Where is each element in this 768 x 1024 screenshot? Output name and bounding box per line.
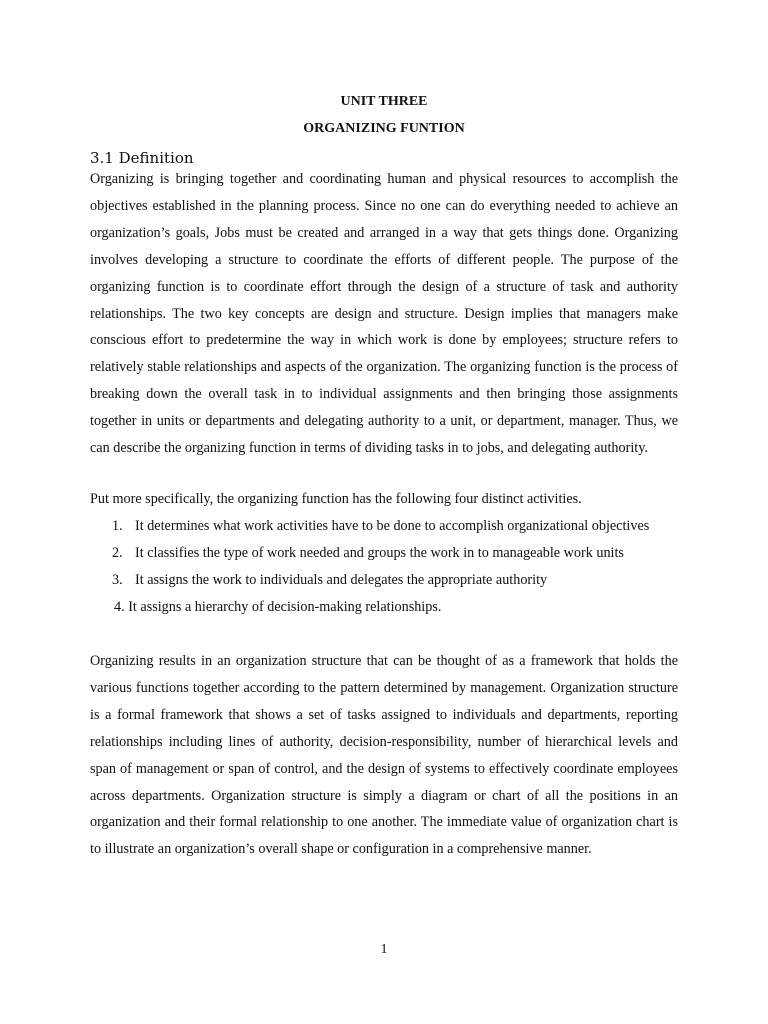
list-item — [90, 567, 678, 594]
list-item — [90, 540, 678, 567]
list-item-text: 4. It assigns a hierarchy of decision-making relationships. — [114, 598, 442, 615]
list-item — [90, 594, 678, 621]
list-item-text: It assigns the work to individuals and delegates the appropriate authority — [135, 571, 548, 588]
list-item-number: 3. — [112, 571, 123, 588]
activities-list — [90, 513, 678, 621]
activities-lead-in: Put more specifically, the organizing function has the following four distinct activities. — [90, 491, 582, 507]
definition-paragraph: Organizing is bringing together and coordinating human and physical resources to accomplish the objectives established in the planning process. Since no one can do everything needed to achieve an organization’s goals, Jobs must be created and arranged in a way that gets things done. Organizing involves developing a structure to coordinate the efforts of different people. The purpose of the organizing function is to coordinate effort through the design of a structure of task and authority relationships. The two key concepts are design and structure. Design implies that managers make conscious effort to predetermine the way in which work is done by employees; structure refers to relatively stable relationships and aspects of the organization. The organizing function is the process of breaking down the overall task in to individual assignments and then bringing those assignments together in units or departments and delegating authority to a unit, or department, manager. Thus, we can describe the organizing function in terms of dividing tasks in to jobs, and delegating authority. — [90, 171, 678, 457]
structure-paragraph: Organizing results in an organization structure that can be thought of as a framework that holds the various functions together according to the pattern determined by management. Organization structure is a formal framework that shows a set of tasks assigned to individuals and departments, reporting relationships including lines of authority, decision-responsibility, number of hierarchical levels and span of management or span of control, and the design of systems to effectively coordinate employees across departments. Organization structure is simply a diagram or chart of all the positions in an organization and their formal relationship to one another. The immediate value of organization chart is to illustrate an organization’s overall shape or configuration in a comprehensive manner. — [90, 653, 678, 858]
list-item-text: It classifies the type of work needed and groups the work in to manageable work units — [135, 544, 624, 561]
unit-title: UNIT THREE — [340, 94, 428, 109]
list-item-number: 1. — [112, 518, 123, 534]
list-item-text: It determines what work activities have to be done to accomplish organizational objectives — [135, 518, 650, 534]
page-number: 1 — [380, 942, 388, 957]
list-item — [90, 513, 678, 540]
section-heading: 3.1 Definition — [90, 149, 194, 167]
chapter-title: ORGANIZING FUNTION — [303, 121, 465, 136]
list-item-number: 2. — [112, 544, 123, 561]
